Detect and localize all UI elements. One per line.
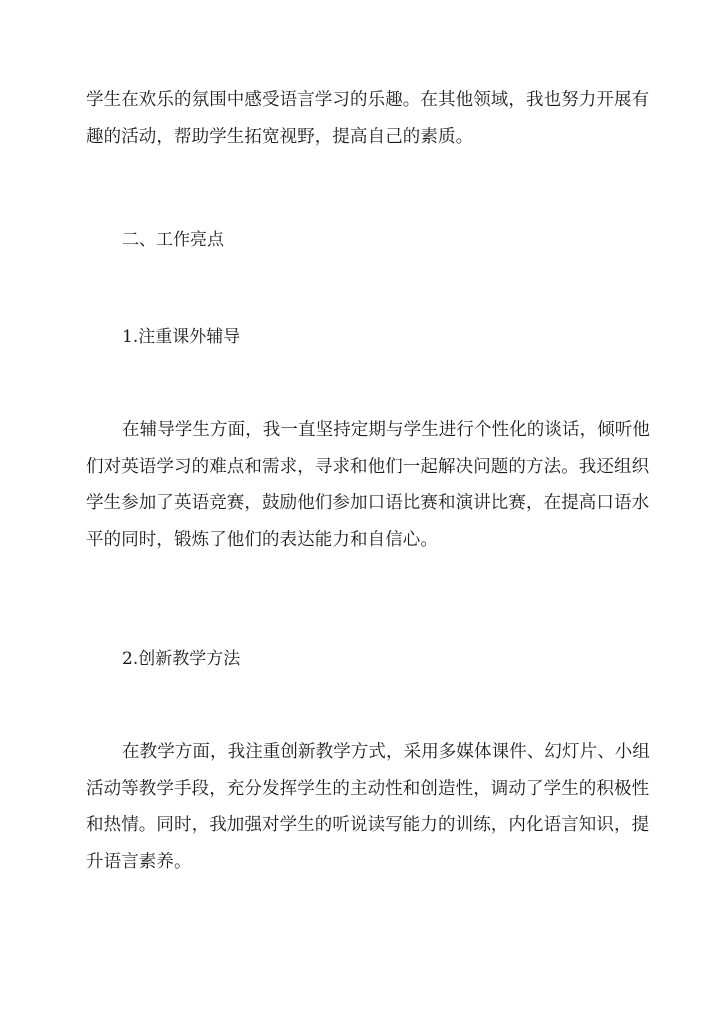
subsection-heading-tutoring: 1.注重课外辅导 (122, 327, 241, 347)
paragraph-tutoring (86, 412, 650, 558)
section-heading: 二、工作亮点 (122, 230, 224, 250)
paragraph-line: 趣的活动，帮助学生拓宽视野，提高自己的素质。 (86, 126, 474, 147)
paragraph-line: 活动等教学手段，充分发挥学生的主动性和创造性，调动了学生的积极性 (86, 778, 650, 799)
subsection-heading-methods: 2.创新教学方法 (122, 649, 241, 669)
paragraph-intro (86, 82, 650, 155)
paragraph-line: 学生在欢乐的氛围中感受语言学习的乐趣。在其他领域，我也努力开展有 (86, 90, 650, 110)
paragraph-line: 在辅导学生方面，我一直坚持定期与学生进行个性化的谈话，倾听他 (122, 420, 650, 440)
paragraph-line: 在教学方面，我注重创新教学方式，采用多媒体课件、幻灯片、小组 (122, 742, 650, 762)
paragraph-line: 学生参加了英语竞赛，鼓励他们参加口语比赛和演讲比赛，在提高口语水 (86, 493, 650, 513)
paragraph-line: 升语言素养。 (86, 851, 192, 872)
paragraph-line: 平的同时，锻炼了他们的表达能力和自信心。 (86, 529, 438, 550)
paragraph-line: 和热情。同时，我加强对学生的听说读写能力的训练，内化语言知识，提 (86, 815, 650, 835)
paragraph-methods (86, 734, 650, 880)
paragraph-line: 们对英语学习的难点和需求，寻求和他们一起解决问题的方法。我还组织 (86, 456, 650, 477)
